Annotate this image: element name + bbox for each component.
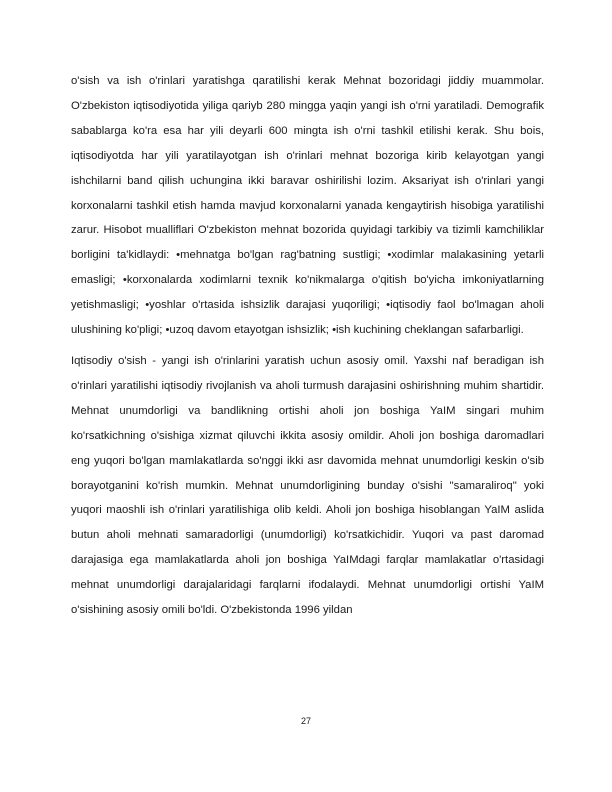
page-number: 27 (300, 716, 311, 726)
paragraph-economic-growth: Iqtisodiy o'sish - yangi ish o'rinlarini yaratish uchun asosiy omil. Yaxshi naf beradigan ish o'rinlari yaratilishi iqtisodiy rivojlanish va aholi turmush darajasini oshirishning muhim shartidir. Mehnat unumdorligi va bandlikning ortishi aholi jon boshiga YaIM singari muhim ko'rsatkichning o'sishiga xizmat qiluvchi ikkita asosiy omildir. Aholi jon boshiga daromadlari eng yuqori bo'lgan mamlakatlarda so'nggi ikki asr davomida mehnat unumdorligi keskin o'sib borayotganini ko'rish mumkin. Mehnat unumdorligining bunday o'sishi "samaraliroq" yoki yuqori maoshli ish o'rinlari yaratilishiga olib keldi. Aholi jon boshiga hisoblangan YaIM aslida butun aholi mehnati samaradorligi (unumdorligi) ko'rsatkichidir. Yuqori va past daromad darajasiga ega mamlakatlarda aholi jon boshiga YaIMdagi farqlar mamlakatlar o'rtasidagi mehnat unumdorligi darajalaridagi farqlarni ifodalaydi. Mehnat unumdorligi ortishi YaIM o'sishining asosiy omili bo'ldi. O'zbekistonda 1996 yildan (71, 354, 544, 617)
document-body (71, 69, 544, 623)
paragraph-labor-market-problems: o'sish va ish o'rinlari yaratishga qaratilishi kerak Mehnat bozoridagi jiddiy muammolar. O'zbekiston iqtisodiyotida yiliga qariyb 280 mingga yaqin yangi ish o'rni yaratiladi. Demografik sabablarga ko'ra esa har yili deyarli 600 mingta ish o'rni tashkil etilishi kerak. Shu bois, iqtisodiyotda har yili yaratilayotgan ish o'rinlari mehnat bozoriga kirib kelayotgan yangi ishchilarni band qilish uchungina ikki baravar oshirilishi lozim. Aksariyat ish o'rinlari yangi korxonalarni tashkil etish hamda mavjud korxonalarni yanada kengaytirish hisobiga yaratilishi zarur. Hisobot mualliflari O'zbekiston mehnat bozorida quyidagi tarkibiy va tizimli kamchiliklar borligini ta'kidlaydi: •mehnatga bo'lgan rag'batning sustligi; •xodimlar malakasining yetarli emasligi; •korxonalarda xodimlarni texnik ko'nikmalarga o'qitish bo'yicha imkoniyatlarning yetishmasligi; •yoshlar o'rtasida ishsizlik darajasi yuqoriligi; •iqtisodiy faol bo'lmagan aholi ulushining ko'pligi; •uzoq davom etayotgan ishsizlik; •ish kuchining cheklangan safarbarligi. (71, 75, 544, 337)
